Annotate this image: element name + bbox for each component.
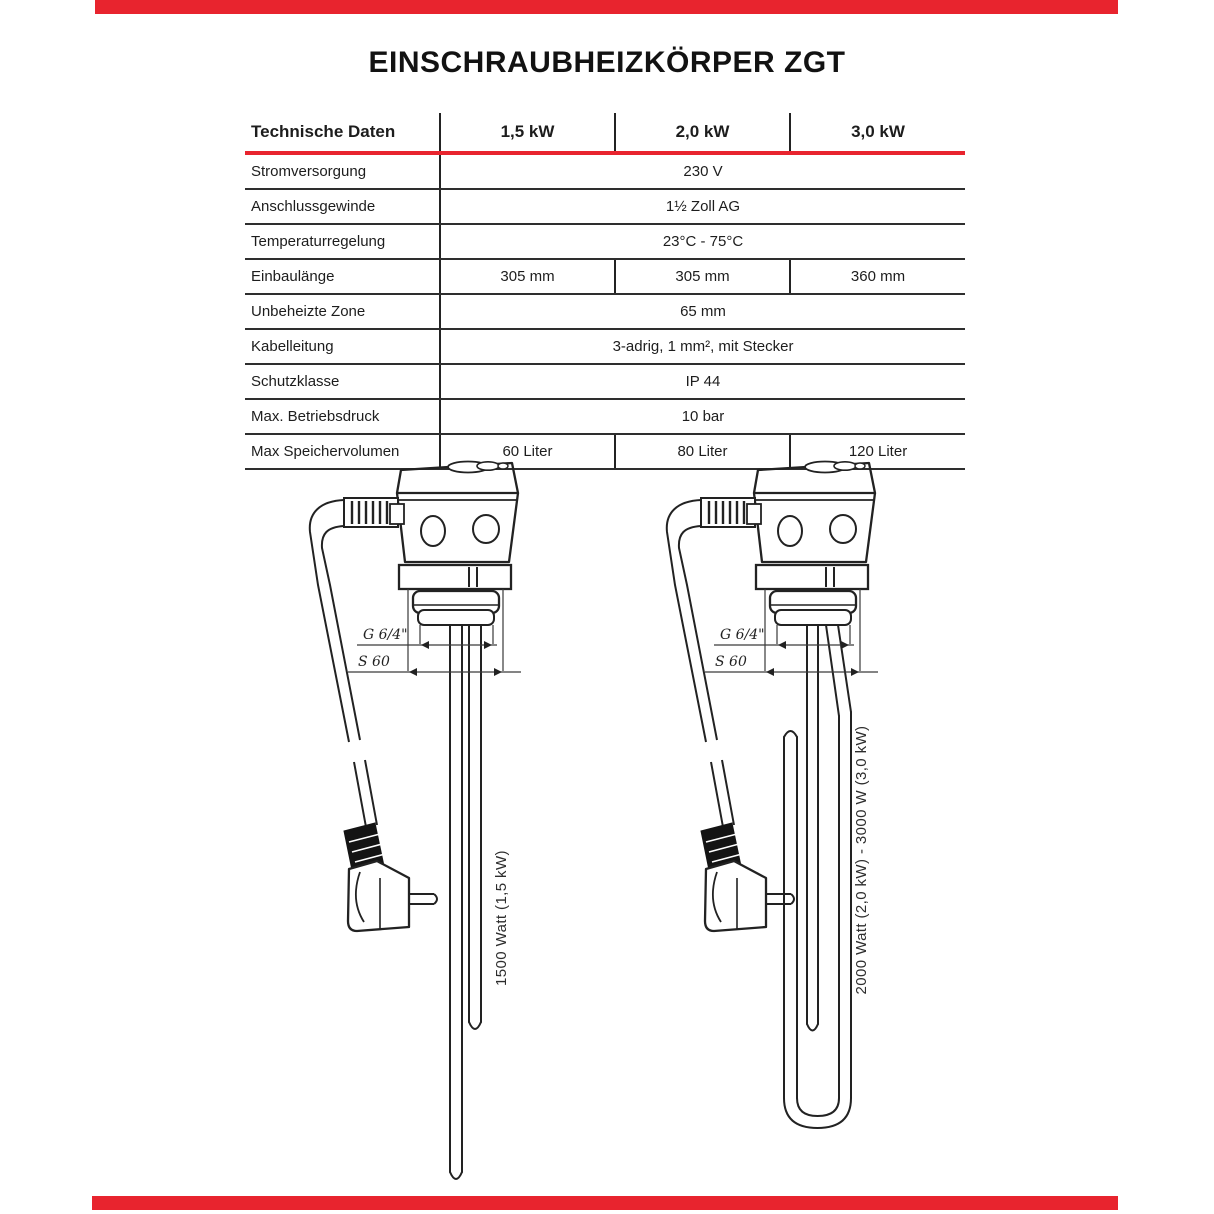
thread-dimension-label: G 6/4" bbox=[720, 627, 765, 643]
row-value: 10 bar bbox=[440, 399, 965, 434]
header-col-3-0kw: 3,0 kW bbox=[790, 113, 965, 153]
row-value: 80 Liter bbox=[615, 434, 790, 469]
row-label: Stromversorgung bbox=[245, 153, 440, 189]
header-technische-daten: Technische Daten bbox=[245, 113, 440, 153]
wrench-dimension-label: S 60 bbox=[358, 654, 390, 670]
page-title: EINSCHRAUBHEIZKÖRPER ZGT bbox=[368, 46, 846, 79]
table-row bbox=[245, 153, 965, 189]
heating-tube-right bbox=[784, 625, 851, 1128]
heater-head-right bbox=[667, 462, 875, 932]
table-row bbox=[245, 399, 965, 434]
thread-dimension-right bbox=[714, 627, 854, 649]
row-label: Temperaturregelung bbox=[245, 224, 440, 259]
header-col-2-0kw: 2,0 kW bbox=[615, 113, 790, 153]
table-row bbox=[245, 224, 965, 259]
power-rating-label-left: 1500 Watt (1,5 kW) bbox=[493, 850, 510, 986]
table-row bbox=[245, 189, 965, 224]
row-label: Max. Betriebsdruck bbox=[245, 399, 440, 434]
row-value: 120 Liter bbox=[790, 434, 965, 469]
table-header-row bbox=[245, 113, 965, 153]
table-row bbox=[245, 259, 965, 294]
table-row bbox=[245, 294, 965, 329]
row-value: 360 mm bbox=[790, 259, 965, 294]
table-row bbox=[245, 329, 965, 364]
heater-drawing-1-5kw bbox=[310, 462, 521, 1180]
row-value: 60 Liter bbox=[440, 434, 615, 469]
row-label: Max Speichervolumen bbox=[245, 434, 440, 469]
technical-data-table bbox=[245, 113, 965, 470]
top-accent-bar bbox=[95, 0, 1118, 14]
heater-head-left bbox=[310, 462, 518, 932]
header-col-1-5kw: 1,5 kW bbox=[440, 113, 615, 153]
technical-drawings bbox=[0, 440, 1214, 1214]
wrench-dimension-left bbox=[348, 654, 521, 676]
row-value: 23°C - 75°C bbox=[440, 224, 965, 259]
row-value: 230 V bbox=[440, 153, 965, 189]
table-row bbox=[245, 364, 965, 399]
row-value: 305 mm bbox=[440, 259, 615, 294]
row-label: Anschlussgewinde bbox=[245, 189, 440, 224]
thread-dimension-left bbox=[357, 627, 497, 649]
heater-drawing-2-3kw bbox=[667, 462, 878, 1129]
row-value: IP 44 bbox=[440, 364, 965, 399]
power-rating-label-right: 2000 Watt (2,0 kW) - 3000 W (3,0 kW) bbox=[853, 725, 870, 995]
row-value: 1½ Zoll AG bbox=[440, 189, 965, 224]
row-value: 65 mm bbox=[440, 294, 965, 329]
wrench-dimension-label: S 60 bbox=[715, 654, 747, 670]
row-value: 3-adrig, 1 mm², mit Stecker bbox=[440, 329, 965, 364]
row-label: Kabelleitung bbox=[245, 329, 440, 364]
thread-dimension-label: G 6/4" bbox=[363, 627, 408, 643]
row-value: 305 mm bbox=[615, 259, 790, 294]
wrench-dimension-right bbox=[705, 654, 878, 676]
row-label: Schutzklasse bbox=[245, 364, 440, 399]
row-label: Einbaulänge bbox=[245, 259, 440, 294]
heating-tube-left bbox=[450, 625, 481, 1179]
row-label: Unbeheizte Zone bbox=[245, 294, 440, 329]
